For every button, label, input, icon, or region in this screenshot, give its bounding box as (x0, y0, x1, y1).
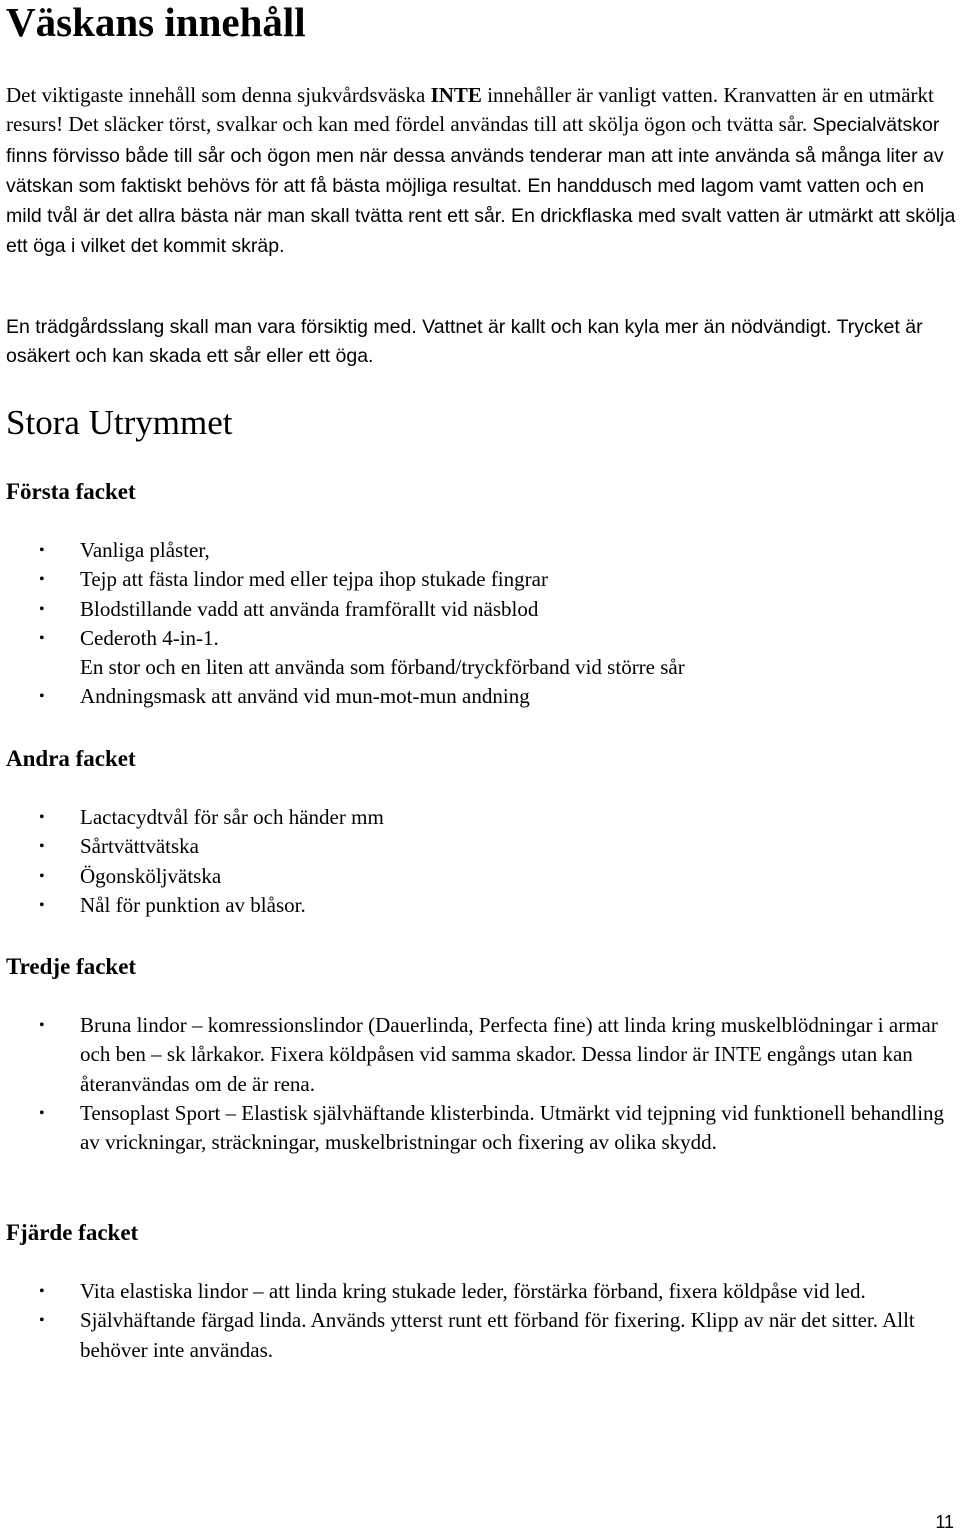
list-item-text: Vita elastiska lindor – att linda kring stukade leder, förstärka förband, fixera köldpåse vid led. (80, 1279, 866, 1303)
intro-text-b: innehåller är vanligt vatten. Kranvatten är en utmärkt resurs! Det släcker törst, svalkar och kan med fördel användas till att skölja ögon och tvätta sår. (6, 83, 934, 137)
page-title: Väskans innehåll (6, 0, 306, 45)
list-item (6, 595, 956, 624)
bullet-icon: • (39, 1104, 45, 1122)
compartment-heading-3: Tredje facket (6, 954, 137, 979)
compartment-list-1 (6, 536, 956, 712)
bullet-icon: • (39, 1283, 45, 1300)
intro-text-bold: INTE (430, 83, 482, 107)
list-item-text: Bruna lindor – komressionslindor (Dauerlinda, Perfecta fine) att linda kring muskelblödningar i armar och ben – sk lårkakor. Fixera köldpåsen vid samma skador. Dessa lindor är INTE engångs utan kan återanvändas om de är rena. (80, 1013, 938, 1096)
section-title: Stora Utrymmet (6, 403, 233, 442)
intro-paragraph-1 (6, 81, 956, 262)
bullet-icon: • (39, 542, 45, 559)
bullet-icon: • (39, 600, 45, 618)
list-item-text: Tensoplast Sport – Elastisk självhäftande klisterbinda. Utmärkt vid tejpning vid funktionell behandling av vrickningar, sträckningar, muskelbristningar och fixering av olika skydd. (80, 1100, 945, 1155)
compartment-list-3 (6, 1011, 956, 1157)
page-number: 11 (935, 1512, 954, 1532)
list-item (6, 536, 956, 565)
bullet-icon: • (39, 688, 45, 706)
list-item-text: Självhäftande färgad linda. Används ytterst runt ett förband för fixering. Klipp av när det sitter. Allt behöver inte användas. (80, 1308, 915, 1362)
intro-paragraph-2: En trädgårdsslang skall man vara försiktig med. Vattnet är kallt och kan kyla mer än nödvändigt. Trycket är osäkert och kan skada ett sår eller ett öga. (6, 316, 923, 368)
list-item (6, 862, 956, 891)
compartment-list-2 (6, 803, 956, 920)
list-item-text: Blodstillande vadd att använda framförallt vid näsblod (80, 596, 539, 621)
list-item (6, 1011, 956, 1099)
bullet-icon: • (39, 629, 45, 647)
list-item-text: Vanliga plåster, (80, 538, 210, 562)
intro-text-a: Det viktigaste innehåll som denna sjukvårdsväska (6, 83, 431, 107)
list-item (6, 1306, 956, 1365)
intro-text-sans: Specialvätskor finns förvisso både till sår och ögon men när dessa används tenderar man att inte använda så många liter av vätskan som faktiskt behövs för att få bästa möjliga resultat. En handdusch med lagom vamt vatten och en mild tvål är det allra bästa när man skall tvätta rent ett sår. En drickflaska med svalt vatten är utmärkt att skölja ett öga i vilket det kommit skräp. (6, 114, 956, 258)
bullet-icon: • (39, 1312, 45, 1330)
list-item-text: Ögonsköljvätska (80, 863, 222, 888)
bullet-icon: • (39, 867, 45, 885)
list-item-text: Lactacydtvål för sår och händer mm (80, 805, 384, 829)
list-item (6, 891, 956, 920)
list-item-text: Nål för punktion av blåsor. (80, 892, 306, 917)
list-item (6, 1277, 956, 1306)
bullet-icon: • (39, 1017, 45, 1034)
list-item (6, 832, 956, 861)
compartment-list-4 (6, 1277, 956, 1365)
list-item (6, 1099, 956, 1158)
list-item-text: Sårtvättvätska (80, 834, 199, 859)
compartment-heading-4: Fjärde facket (6, 1220, 139, 1245)
compartment-heading-1: Första facket (6, 479, 136, 504)
bullet-icon: • (39, 896, 45, 914)
compartment-heading-2: Andra facket (6, 746, 136, 771)
list-item-text: Andningsmask att använd vid mun-mot-mun andning (80, 684, 530, 709)
list-item (6, 565, 956, 594)
bullet-icon: • (39, 809, 45, 826)
list-item-text: Cederoth 4-in-1. (80, 625, 219, 650)
bullet-icon: • (39, 838, 45, 856)
list-item (6, 803, 956, 832)
bullet-icon: • (39, 571, 45, 589)
list-item-continuation: En stor och en liten att använda som förband/tryckförband vid större sår (80, 655, 685, 680)
list-item-text: Tejp att fästa lindor med eller tejpa ihop stukade fingrar (80, 567, 548, 592)
list-item (6, 624, 956, 683)
list-item (6, 682, 956, 711)
